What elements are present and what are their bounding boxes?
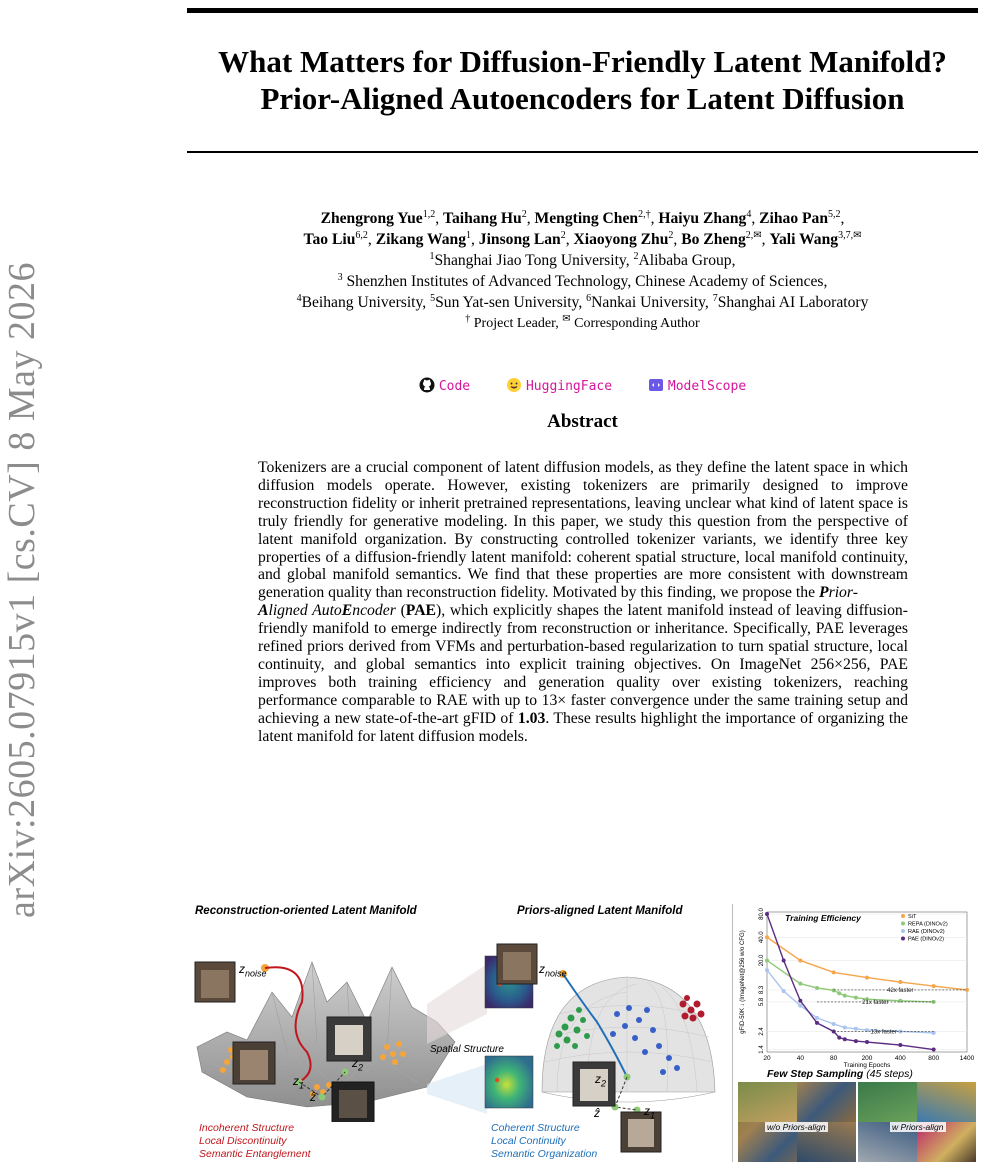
y-tick-label: 2.4 xyxy=(759,1027,765,1036)
mid-caption-line-2: Local Continuity xyxy=(491,1135,566,1147)
x-tick-label: 200 xyxy=(861,1055,873,1062)
training-efficiency-chart xyxy=(735,904,978,1069)
corresponding-author-note: Corresponding Author xyxy=(570,316,700,331)
data-point xyxy=(815,986,819,990)
data-point xyxy=(782,989,786,993)
pae-abbreviation: PAE xyxy=(405,602,437,620)
few-step-heading xyxy=(767,1068,913,1080)
z2-symbol-mid: z xyxy=(595,1072,601,1086)
affiliation-name: Nankai University, xyxy=(591,294,713,311)
data-point xyxy=(843,994,847,998)
data-point xyxy=(854,1039,858,1043)
abstract-part-2: ), which explicitly shapes the latent manifold instead of leaving diffusion-friendly manifold to emerge indirectly from reconstruction or inheritance. Specifically, PAE leverages refined priors derived from VFMs and perturbation-based regularization to turn spatial structure, local continuity, and global semantics into explicit training objectives. On ImageNet 256×256, PAE improves both training efficiency and generation quality over existing tokenizers, reaching performance comparable to RAE with up to 13× faster convergence under the same training setup and achieving a new state-of-the-art gFID of xyxy=(258,602,908,727)
abstract-heading: Abstract xyxy=(547,411,618,432)
data-point xyxy=(815,1016,819,1020)
mid-caption-line-1: Coherent Structure xyxy=(491,1122,580,1134)
z1-label-left xyxy=(293,1074,304,1090)
without-priors-label: w/o Priors-align xyxy=(767,1122,826,1132)
title-line-1: What Matters for Diffusion-Friendly Latent Manifold? xyxy=(218,44,947,79)
z1-symbol-left: z xyxy=(293,1074,299,1088)
legend-marker xyxy=(901,922,905,926)
priors-aligned-manifold-illustration xyxy=(487,922,732,1154)
z1-subscript-left: 1 xyxy=(299,1080,305,1091)
affiliation-number: 4 xyxy=(296,292,302,304)
legend-label: RAE (DINOv2) xyxy=(908,929,945,935)
z2-subscript-left: 2 xyxy=(358,1062,364,1073)
x-tick-label: 20 xyxy=(763,1055,771,1062)
zhat-label-mid: ẑ xyxy=(594,1106,600,1120)
modelscope-link-label: ModelScope xyxy=(667,379,747,394)
github-icon xyxy=(419,377,435,393)
affiliation-number: 6 xyxy=(586,292,592,304)
pae-open-paren: ( xyxy=(395,602,406,620)
data-point xyxy=(932,984,936,988)
z1-subscript-mid: 1 xyxy=(650,1110,656,1121)
data-point xyxy=(798,982,802,986)
affiliation-number: 1 xyxy=(429,250,435,262)
z2-symbol-left: z xyxy=(352,1056,358,1070)
left-panel-title: Reconstruction-oriented Latent Manifold xyxy=(195,905,417,917)
x-tick-label: 1400 xyxy=(959,1055,975,1062)
gfid-value: 1.03 xyxy=(517,709,546,727)
code-link[interactable] xyxy=(419,379,478,394)
data-point xyxy=(898,980,902,984)
data-point xyxy=(765,912,769,916)
y-tick-label: 5.8 xyxy=(759,997,765,1007)
pae-e: E xyxy=(341,602,353,620)
speedup-label: 42x faster xyxy=(887,987,914,994)
spatial-structure-label: Spatial Structure xyxy=(430,1044,504,1055)
y-tick-label: 1.4 xyxy=(759,1045,765,1054)
author-affiliation-mark: 1,2 xyxy=(422,208,436,220)
author-affiliation-mark: 2 xyxy=(668,229,674,241)
dagger-mark: † xyxy=(465,313,471,325)
z-noise-subscript-left: noise xyxy=(245,968,267,979)
author-line-2: Tao Liu$^{6,2}$, Zikang Wang$^1$, Jinsong Lan$^2$, Xiaoyong Zhu$^2$, Bo Zheng$^{2,✉}$, Yali Wang$^{3,7,✉}$ xyxy=(303,229,862,248)
abstract-body xyxy=(258,459,908,746)
x-tick-label: 400 xyxy=(894,1055,906,1062)
z2-label-left xyxy=(352,1056,363,1072)
data-point xyxy=(765,958,769,962)
data-point xyxy=(865,1040,869,1044)
abstract-part-1: Tokenizers are a crucial component of latent diffusion models, as they define the latent space in which diffusion models operate. However, existing tokenizers are primarily designed to improve reconstruction fidelity or inherit pretrained representations, leaving unclear what kind of latent space is truly friendly for generative modeling. In this paper, we study this question from the perspective of latent manifold organization. By constructing controlled tokenizer variants, we identify three key properties of a diffusion-friendly latent manifold: coherent spatial structure, local manifold continuity, and global manifold semantics. We find that these properties are more consistent with downstream generation quality than reconstruction fidelity. Motivated by this finding, we propose the xyxy=(258,459,908,602)
data-point xyxy=(854,1027,858,1031)
y-tick-label: 40.0 xyxy=(759,931,765,944)
data-point xyxy=(837,991,841,995)
x-tick-label: 800 xyxy=(928,1055,940,1062)
affiliation-line-4 xyxy=(187,313,978,334)
pae-rior: rior- xyxy=(828,584,858,602)
affiliation-number: 2 xyxy=(633,250,639,262)
author-affiliation-mark: 4 xyxy=(746,208,752,220)
middle-panel-caption xyxy=(491,1122,597,1161)
data-point xyxy=(815,1021,819,1025)
affiliation-name: Shanghai AI Laboratory xyxy=(717,294,869,311)
reconstruction-manifold-illustration xyxy=(187,922,462,1122)
data-point xyxy=(782,958,786,962)
author-name: Yali Wang xyxy=(769,231,839,248)
data-point xyxy=(843,1026,847,1030)
legend-marker xyxy=(901,914,905,918)
author-affiliation-mark: 6,2 xyxy=(355,229,368,241)
mid-caption-line-3: Semantic Organization xyxy=(491,1148,598,1160)
with-priors-label: w Priors-align xyxy=(892,1122,944,1132)
author-affiliation-mark: 1 xyxy=(466,229,471,241)
data-point xyxy=(765,968,769,972)
affiliation-number: 3 xyxy=(337,271,343,283)
affiliation-line-1 xyxy=(187,250,978,271)
author-name: Zikang Wang xyxy=(375,231,466,248)
affiliation-number: 7 xyxy=(712,292,718,304)
data-point xyxy=(932,1048,936,1052)
panel-divider xyxy=(732,904,733,1162)
data-point xyxy=(932,1000,936,1004)
x-tick-label: 40 xyxy=(796,1055,804,1062)
author-names xyxy=(187,208,978,250)
author-affiliation-mark: 2 xyxy=(560,229,566,241)
z2-subscript-mid: 2 xyxy=(601,1078,607,1089)
middle-panel-title: Priors-aligned Latent Manifold xyxy=(517,905,683,917)
data-point xyxy=(865,976,869,980)
affiliation-name: Shenzhen Institutes of Advanced Technology, Chinese Academy of Sciences, xyxy=(342,273,828,290)
author-affiliation-mark: 2,✉ xyxy=(745,229,762,241)
envelope-mark: ✉ xyxy=(562,313,571,325)
modelscope-icon xyxy=(648,377,664,393)
project-leader-note: Project Leader, xyxy=(470,316,563,331)
author-name: Jinsong Lan xyxy=(478,231,561,248)
author-name: Mengting Chen xyxy=(534,210,639,227)
y-axis-label: gFID-50K ↓ (ImageNet@256 w/o CFG) xyxy=(740,930,746,1034)
affiliation-name: Sun Yat-sen University, xyxy=(435,294,587,311)
data-point xyxy=(765,935,769,939)
affiliation-name: Alibaba Group, xyxy=(638,252,736,269)
z-noise-symbol-left: z xyxy=(239,962,245,976)
huggingface-link-label: HuggingFace xyxy=(525,379,613,394)
author-name: Tao Liu xyxy=(303,231,356,248)
affiliation-line-2 xyxy=(187,271,978,292)
paper-title xyxy=(187,43,978,117)
modelscope-link[interactable] xyxy=(648,379,746,394)
affiliation-name: Beihang University, xyxy=(301,294,431,311)
legend-label: REPA (DINOv2) xyxy=(908,921,948,928)
author-name: Bo Zheng xyxy=(681,231,746,248)
x-axis-label: Training Epochs xyxy=(843,1062,891,1069)
z1-label-mid xyxy=(644,1104,655,1120)
title-rule xyxy=(187,151,978,153)
left-caption-line-1: Incoherent Structure xyxy=(199,1122,295,1134)
affiliation-name: Shanghai Jiao Tong University, xyxy=(434,252,634,269)
author-line-1: Zhengrong Yue$^{1,2}$, Taihang Hu$^2$, Mengting Chen$^{2,\dagger}$, Haiyu Zhang$^4$, Zihao Pan$^{5,2}$, xyxy=(320,208,845,227)
chart-title: Training Efficiency xyxy=(785,913,861,923)
z2-label-mid xyxy=(595,1072,606,1088)
code-link-label: Code xyxy=(438,379,471,394)
arxiv-sidebar-id: arXiv:2605.07915v1 [cs.CV] 8 May 2026 xyxy=(1,262,43,918)
y-tick-label: 80.0 xyxy=(759,908,765,920)
z1-symbol-mid: z xyxy=(644,1104,650,1118)
speedup-label: 13x faster xyxy=(870,1029,897,1036)
data-point xyxy=(854,996,858,1000)
huggingface-icon xyxy=(506,377,522,393)
left-caption-line-3: Semantic Entanglement xyxy=(199,1148,311,1160)
pae-p: P xyxy=(819,584,829,602)
pae-a: A xyxy=(258,602,269,620)
author-affiliation-mark: 2,† xyxy=(638,208,651,220)
left-caption-line-2: Local Discontinuity xyxy=(199,1135,287,1147)
data-point xyxy=(843,1037,847,1041)
affiliation-line-3 xyxy=(187,292,978,313)
author-name: Zihao Pan xyxy=(759,210,829,227)
data-point xyxy=(832,970,836,974)
left-panel-caption xyxy=(199,1122,310,1161)
data-point xyxy=(798,1004,802,1008)
legend-marker xyxy=(901,929,905,933)
speedup-label: 21x faster xyxy=(862,999,889,1006)
author-affiliation-mark: 5,2 xyxy=(828,208,841,220)
huggingface-link[interactable] xyxy=(506,379,620,394)
author-name: Taihang Hu xyxy=(442,210,522,227)
legend-label: SiT xyxy=(908,914,917,920)
y-tick-label: 20.0 xyxy=(759,954,765,967)
author-block xyxy=(187,208,978,334)
author-affiliation-mark: 2 xyxy=(521,208,527,220)
z-noise-symbol-mid: z xyxy=(539,962,545,976)
z-noise-label-left xyxy=(239,962,267,978)
data-point xyxy=(798,958,802,962)
author-name: Xiaoyong Zhu xyxy=(573,231,669,248)
author-name: Haiyu Zhang xyxy=(658,210,747,227)
pae-ncoder: ncoder xyxy=(352,602,396,620)
z-noise-label-mid xyxy=(539,962,567,978)
author-name: Zhengrong Yue xyxy=(320,210,423,227)
data-point xyxy=(898,1043,902,1047)
pae-ligned: ligned Auto xyxy=(268,602,342,620)
legend-label: PAE (DINOv2) xyxy=(908,936,944,943)
author-affiliation-mark: 3,7,✉ xyxy=(838,229,862,241)
abstract-part-3: . These results highlight the importance of organizing the latent manifold for latent diffusion models. xyxy=(258,709,909,745)
z-noise-subscript-mid: noise xyxy=(545,968,567,979)
y-tick-label: 8.3 xyxy=(759,985,765,995)
few-step-title: Few Step Sampling xyxy=(767,1068,864,1080)
title-line-2: Prior-Aligned Autoencoders for Latent Diffusion xyxy=(260,81,905,116)
data-point xyxy=(837,1036,841,1040)
top-rule xyxy=(187,8,978,13)
zhat-label-left: ẑ xyxy=(310,1090,316,1104)
affiliation-number: 5 xyxy=(430,292,436,304)
x-tick-label: 80 xyxy=(830,1055,838,1062)
data-point xyxy=(832,1022,836,1026)
teaser-figure xyxy=(187,904,978,1162)
few-step-subtitle: (45 steps) xyxy=(866,1068,913,1080)
data-point xyxy=(832,988,836,992)
resource-links xyxy=(187,377,978,394)
data-point xyxy=(798,999,802,1003)
legend-marker xyxy=(901,937,905,941)
